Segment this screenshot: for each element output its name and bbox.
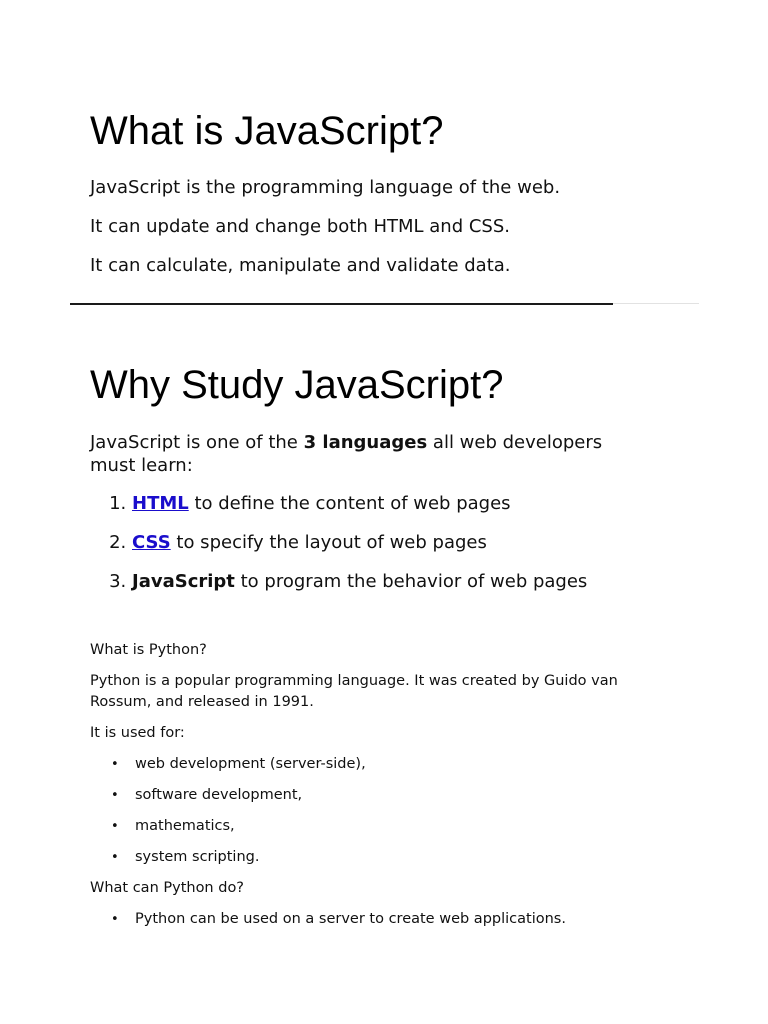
why-study-javascript-section — [90, 362, 650, 609]
intro-text-after: all web developers must learn: — [90, 432, 603, 476]
list-item: • Python can be used on a server to create web applications. — [135, 909, 650, 930]
horizontal-rule-faint — [613, 303, 699, 304]
python-section — [90, 640, 650, 940]
python-uses-list — [90, 754, 650, 868]
intro-text-before: JavaScript is one of the — [90, 432, 304, 453]
paragraph-js-calculate-data: It can calculate, manipulate and validate data. — [90, 255, 511, 276]
list-item-css — [132, 531, 650, 555]
heading-why-study-javascript: Why Study JavaScript? — [90, 363, 504, 407]
paragraph-js-update-html-css: It can update and change both HTML and CSS. — [90, 216, 511, 237]
list-item: • software development, — [135, 785, 650, 806]
list-item-html — [132, 492, 650, 516]
list-item: • system scripting. — [135, 847, 650, 868]
heading-what-is-javascript: What is JavaScript? — [90, 109, 444, 153]
html-link[interactable]: HTML — [132, 493, 189, 514]
paragraph-used-for: It is used for: — [90, 725, 185, 741]
list-item: • web development (server-side), — [135, 754, 650, 775]
list-item: • mathematics, — [135, 816, 650, 837]
intro-bold-three-languages: 3 languages — [303, 432, 428, 453]
paragraph-three-languages — [90, 431, 650, 477]
javascript-intro-section — [90, 108, 650, 293]
javascript-description: to program the behavior of web pages — [234, 571, 588, 592]
horizontal-rule — [70, 303, 613, 305]
paragraph-js-language-of-web: JavaScript is the programming language of the web. — [90, 177, 561, 198]
css-description: to specify the layout of web pages — [170, 532, 487, 553]
languages-list — [90, 492, 650, 594]
question-what-is-python: What is Python? — [90, 642, 207, 658]
paragraph-python-description: Python is a popular programming language. It was created by Guido van Rossum, and released in 1991. — [90, 673, 618, 710]
javascript-term: JavaScript — [132, 571, 235, 592]
list-item-javascript — [132, 570, 650, 594]
python-abilities-list — [90, 909, 650, 930]
css-link[interactable]: CSS — [132, 532, 171, 553]
question-what-can-python-do: What can Python do? — [90, 880, 245, 896]
html-description: to define the content of web pages — [188, 493, 511, 514]
